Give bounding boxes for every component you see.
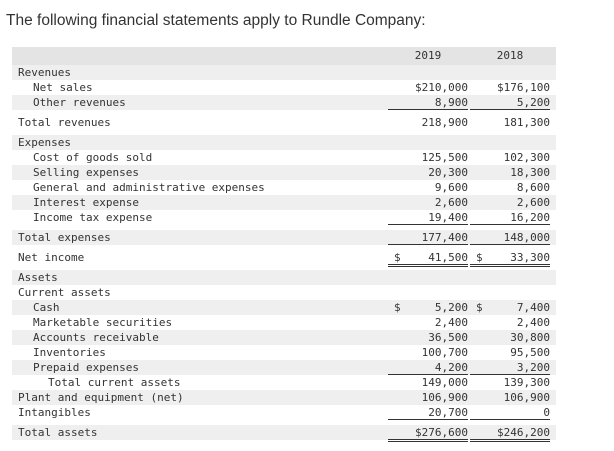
amount: 106,900 [421,391,468,404]
row-label: Cost of goods sold [33,151,153,164]
year-2019-header: 2019 [414,49,442,62]
amount: 8,600 [516,181,550,194]
value-2019 [388,330,468,345]
value-2018 [470,345,550,360]
amount: $276,600 [415,426,468,439]
value-2018 [470,425,550,442]
value-2019 [388,425,468,442]
statement-row [12,300,556,315]
value-2018 [470,375,550,390]
amount: 36,500 [428,331,468,344]
row-label: Income tax expense [33,211,153,224]
row-label: Accounts receivable [33,331,159,344]
amount: 3,200 [516,361,550,374]
amount: 20,700 [428,406,468,419]
value-2018 [470,315,550,330]
amount: 8,900 [434,96,468,109]
value-2018 [470,390,550,405]
amount: 95,500 [510,346,550,359]
value-2019 [388,375,468,390]
amount: 181,300 [503,116,550,129]
amount: 139,300 [503,376,550,389]
row-label: Plant and equipment (net) [18,391,184,404]
row-label: Net sales [33,81,93,94]
row-label: Cash [33,301,60,314]
amount: 7,400 [516,301,550,314]
amount: 218,900 [421,116,468,129]
value-2019 [388,315,468,330]
amount: 18,300 [510,166,550,179]
row-label: Intangibles [18,406,91,419]
value-2018 [470,300,550,315]
amount: 2,600 [516,196,550,209]
statement-row [12,195,556,210]
amount: 2,400 [516,316,550,329]
amount: 33,300 [510,251,550,264]
value-2019 [388,195,468,210]
amount: 2,600 [434,196,468,209]
row-label: Selling expenses [33,166,139,179]
value-2019 [388,115,468,130]
row-label: Inventories [33,346,106,359]
amount: 5,200 [516,96,550,109]
amount: 4,200 [434,361,468,374]
amount: 149,000 [421,376,468,389]
amount: $210,000 [415,81,468,94]
statement-row [12,115,556,130]
amount: $176,100 [497,81,550,94]
value-2018 [470,180,550,195]
statement-row [12,80,556,95]
amount: 20,300 [428,166,468,179]
amount: 100,700 [421,346,468,359]
row-label: Interest expense [33,196,139,209]
amount: 2,400 [434,316,468,329]
row-label: Total expenses [18,231,111,244]
statement-row [12,285,556,300]
value-2018 [470,330,550,345]
year-header [12,47,556,65]
financial-statement [12,47,556,440]
value-2018 [470,95,550,110]
currency-symbol: $ [476,251,483,264]
row-label: Marketable securities [33,316,173,329]
value-2018 [470,250,550,267]
value-2019 [388,405,468,420]
amount: 148,000 [503,231,550,244]
statement-row [12,250,556,265]
value-2019 [388,360,468,375]
row-label: General and administrative expenses [33,181,265,194]
value-2018 [470,360,550,375]
value-2018 [470,405,550,420]
value-2019 [388,300,468,315]
statement-rows [12,65,556,440]
value-2018 [470,210,550,225]
amount: 19,400 [428,211,468,224]
row-label: Total revenues [18,116,111,129]
value-2019 [388,250,468,267]
statement-row [12,150,556,165]
value-2018 [470,150,550,165]
row-label: Prepaid expenses [33,361,139,374]
statement-row [12,330,556,345]
row-label: Revenues [18,66,71,79]
amount: 0 [543,406,550,419]
amount: 41,500 [428,251,468,264]
statement-row [12,405,556,420]
value-2019 [388,230,468,245]
statement-row [12,375,556,390]
value-2019 [388,165,468,180]
value-2019 [388,180,468,195]
amount: 16,200 [510,211,550,224]
value-2018 [470,165,550,180]
statement-row [12,65,556,80]
statement-row [12,95,556,110]
currency-symbol: $ [394,251,401,264]
currency-symbol: $ [476,301,483,314]
amount: 102,300 [503,151,550,164]
value-2018 [470,230,550,245]
amount: 177,400 [421,231,468,244]
amount: 5,200 [434,301,468,314]
value-2018 [470,115,550,130]
amount: 106,900 [503,391,550,404]
row-label: Total current assets [48,376,181,389]
row-label: Expenses [18,136,71,149]
statement-row [12,390,556,405]
statement-row [12,165,556,180]
statement-row [12,315,556,330]
statement-row [12,135,556,150]
intro-text: The following financial statements apply to Rundle Company: [6,12,426,29]
value-2018 [470,80,550,95]
amount: $246,200 [497,426,550,439]
row-label: Total assets [18,426,98,439]
row-label: Other revenues [33,96,126,109]
statement-row [12,425,556,440]
value-2019 [388,210,468,225]
value-2019 [388,150,468,165]
amount: 30,800 [510,331,550,344]
row-label: Assets [18,271,58,284]
amount: 125,500 [421,151,468,164]
value-2019 [388,345,468,360]
statement-row [12,360,556,375]
statement-row [12,345,556,360]
row-label: Current assets [18,286,111,299]
value-2019 [388,390,468,405]
value-2019 [388,80,468,95]
value-2018 [470,195,550,210]
row-label: Net income [18,251,85,264]
statement-row [12,270,556,285]
statement-row [12,180,556,195]
year-2018-header: 2018 [496,49,524,62]
statement-row [12,210,556,225]
value-2019 [388,95,468,110]
currency-symbol: $ [394,301,401,314]
statement-row [12,230,556,245]
amount: 9,600 [434,181,468,194]
